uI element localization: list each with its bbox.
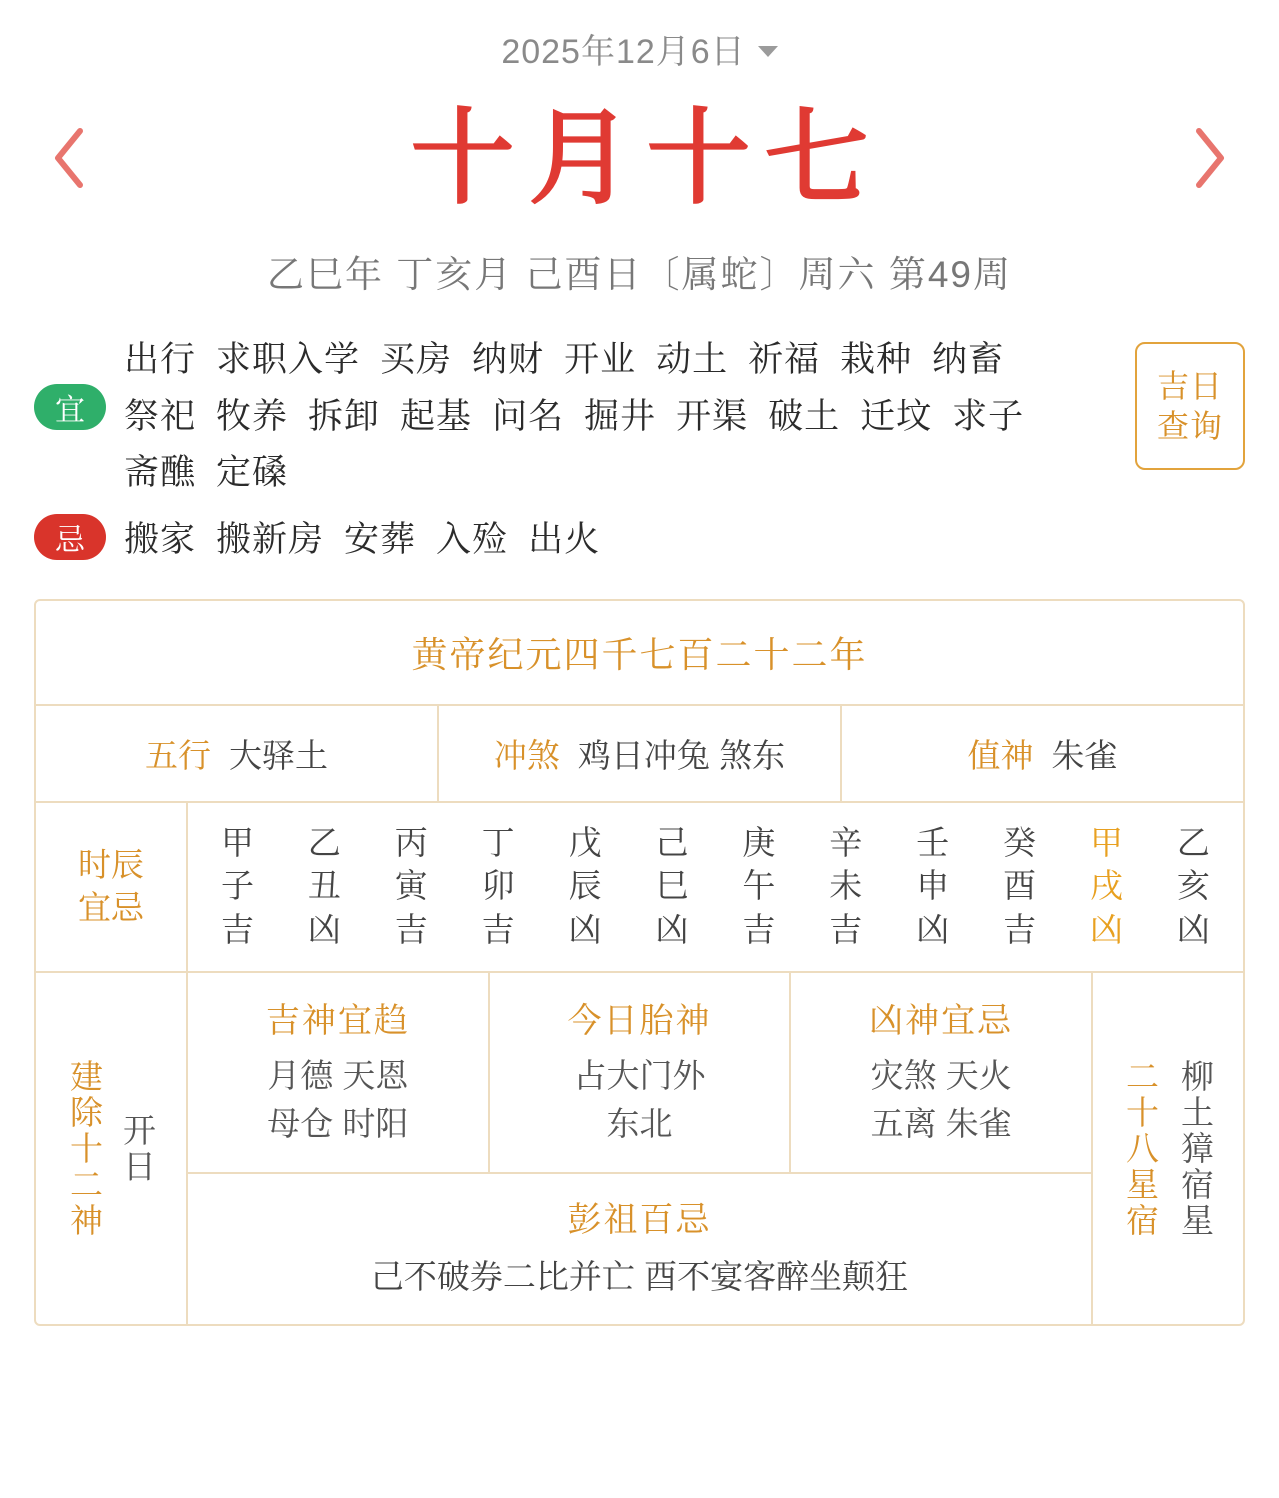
chevron-down-icon[interactable] (758, 46, 778, 57)
term-item[interactable]: 出火 (528, 520, 601, 560)
date-header[interactable] (0, 0, 1279, 72)
shichen-item[interactable]: 辛 未 吉 (829, 823, 863, 948)
zhishen-value: 朱雀 (1051, 736, 1118, 774)
xingxiu-value: 柳土獐宿星 (1177, 1058, 1214, 1239)
shichen-list (188, 803, 1243, 972)
shichen-item[interactable]: 丁 卯 吉 (481, 823, 515, 948)
term-item[interactable]: 安葬 (344, 520, 417, 560)
term-item[interactable]: 牧养 (216, 396, 289, 436)
shichen-item[interactable]: 庚 午 吉 (742, 823, 776, 948)
yi-row (34, 332, 1245, 502)
term-item[interactable]: 动土 (656, 340, 729, 379)
auspicious-day-query-label: 吉日 查询 (1156, 368, 1223, 444)
wuxing-label: 五行 (145, 736, 211, 774)
shichen-item[interactable]: 丙 寅 吉 (394, 823, 428, 948)
prev-day-button[interactable] (48, 123, 92, 193)
term-item[interactable]: 栽种 (840, 340, 913, 379)
gregorian-date: 2025年12月6日 (501, 32, 746, 71)
xingxiu-label: 二十八星宿 (1122, 1058, 1159, 1239)
xiongshen-title: 凶神宜忌 (869, 1002, 1014, 1041)
term-item[interactable]: 掘井 (584, 396, 657, 436)
taishen-box (488, 973, 790, 1172)
next-day-button[interactable] (1187, 123, 1231, 193)
term-item[interactable]: 买房 (380, 340, 453, 379)
wuxing-cell (36, 706, 437, 801)
shichen-item[interactable]: 乙 丑 凶 (307, 823, 341, 948)
term-item[interactable]: 出行 (124, 340, 197, 379)
term-item[interactable]: 拆卸 (308, 396, 381, 436)
term-item[interactable]: 纳畜 (932, 340, 1005, 379)
yi-badge: 宜 (34, 384, 106, 430)
pengzu-box (188, 1174, 1091, 1324)
lunar-day: 十月十七 (410, 96, 883, 219)
shichen-row (36, 803, 1243, 974)
bottom-row (36, 973, 1243, 1324)
term-item[interactable]: 开渠 (676, 396, 749, 436)
attributes-row (36, 706, 1243, 803)
shichen-item[interactable]: 己 巳 凶 (655, 823, 689, 948)
pengzu-title: 彭祖百忌 (567, 1201, 712, 1240)
shichen-item[interactable]: 甲 子 吉 (220, 823, 254, 948)
term-item[interactable]: 定磉 (216, 453, 289, 493)
xiongshen-box (789, 973, 1091, 1172)
term-item[interactable]: 迁坟 (860, 396, 933, 436)
almanac-table (34, 599, 1245, 1326)
ji-row (34, 512, 1245, 569)
shichen-label: 时辰 宜忌 (36, 803, 188, 972)
shichen-item[interactable]: 癸 酉 吉 (1003, 823, 1037, 948)
auspicious-day-query-button[interactable] (1135, 342, 1245, 470)
xingxiu-cell (1091, 973, 1243, 1324)
term-item[interactable]: 搬新房 (216, 520, 325, 560)
term-item[interactable]: 斋醮 (124, 453, 197, 493)
jianchu-cell (36, 973, 188, 1324)
chongsha-value: 鸡日冲兔 煞东 (577, 736, 786, 774)
term-item[interactable]: 开业 (564, 340, 637, 379)
term-item[interactable]: 破土 (768, 396, 841, 436)
middle-top-row (188, 973, 1091, 1174)
yi-terms (124, 332, 1054, 502)
middle-column (188, 973, 1091, 1324)
ji-terms (124, 512, 1054, 569)
shichen-item[interactable]: 乙 亥 凶 (1176, 823, 1210, 948)
term-item[interactable]: 问名 (492, 396, 565, 436)
jianchu-label: 建除十二神 (66, 1058, 103, 1239)
term-item[interactable]: 搬家 (124, 520, 197, 560)
shichen-item[interactable]: 戊 辰 凶 (568, 823, 602, 948)
term-item[interactable]: 入殓 (436, 520, 509, 560)
term-item[interactable]: 祭祀 (124, 396, 197, 436)
term-item[interactable]: 求子 (952, 396, 1025, 436)
jianchu-value: 开日 (119, 1112, 156, 1185)
term-item[interactable]: 纳财 (472, 340, 545, 379)
term-item[interactable]: 求职入学 (216, 340, 361, 379)
wuxing-value: 大驿土 (229, 736, 328, 774)
era-title: 黄帝纪元四千七百二十二年 (36, 601, 1243, 706)
zhishen-label: 值神 (967, 736, 1034, 774)
yi-ji-section (0, 332, 1279, 569)
lunar-day-row (0, 98, 1279, 218)
ji-badge: 忌 (34, 514, 106, 560)
jishen-box (188, 973, 488, 1172)
chongsha-cell (437, 706, 840, 801)
jishen-title: 吉神宜趋 (265, 1002, 410, 1041)
ganzhi-line: 乙巳年 丁亥月 己酉日〔属蛇〕周六 第49周 (267, 254, 1012, 295)
jishen-value: 月德 天恩 母仓 时阳 (267, 1057, 409, 1143)
term-item[interactable]: 祈福 (748, 340, 821, 379)
chongsha-label: 冲煞 (493, 736, 560, 774)
xiongshen-value: 灾煞 天火 五离 朱雀 (870, 1057, 1012, 1143)
shichen-item[interactable]: 壬 申 凶 (916, 823, 950, 948)
zhishen-cell (840, 706, 1243, 801)
taishen-title: 今日胎神 (567, 1002, 712, 1041)
pengzu-value: 己不破券二比并亡 酉不宴客醉坐颠狂 (370, 1258, 909, 1296)
taishen-value: 占大门外 东北 (573, 1057, 706, 1143)
term-item[interactable]: 起基 (400, 396, 473, 436)
shichen-item[interactable]: 甲 戌 凶 (1090, 823, 1124, 948)
